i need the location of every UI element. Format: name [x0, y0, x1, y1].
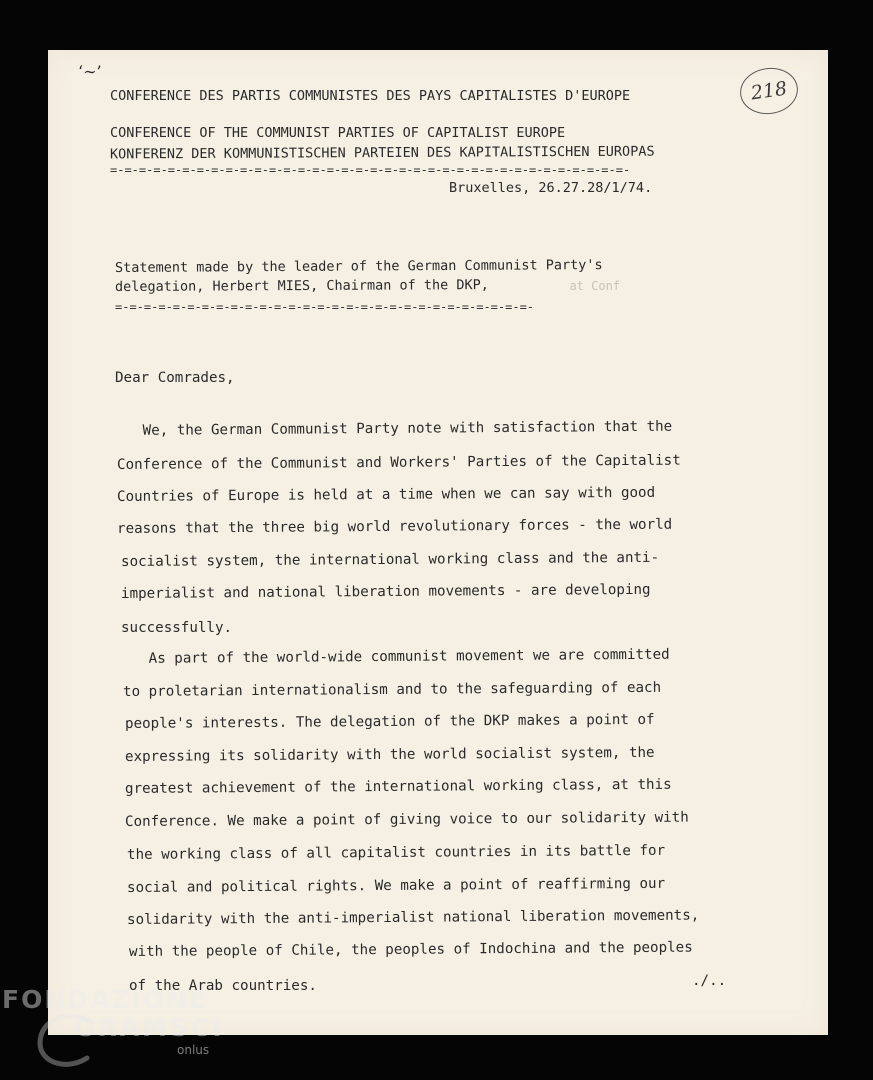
- body-line: Conference of the Communist and Workers' Parties of the Capitalist: [116, 452, 681, 473]
- header-rule: =-=-=-=-=-=-=-=-=-=-=-=-=-=-=-=-=-=-=-=-=-=-=-=-=-=-=-=-=-=-=-=-=-=-=-=-: [110, 163, 631, 177]
- body-line: the working class of all capitalist countries in its battle for: [126, 842, 666, 863]
- watermark-line-1: FONDAZIONE: [2, 985, 209, 1014]
- body-line: social and political rights. We make a point of reaffirming our: [126, 875, 666, 896]
- body-line: imperialist and national liberation movements - are developing: [120, 581, 651, 602]
- pencil-mark-icon: ‘∼’: [78, 62, 102, 81]
- statement-line-1: Statement made by the leader of the German Communist Party's: [114, 257, 603, 276]
- header-title-fr: CONFERENCE DES PARTIS COMMUNISTES DES PAYS CAPITALISTES D'EUROPE: [110, 88, 631, 104]
- statement-faded-tail: at Conf: [555, 279, 621, 293]
- body-line: As part of the world-wide communist movement we are committed: [122, 646, 670, 667]
- statement-line-2: delegation, Herbert MIES, Chairman of the DKP,: [114, 277, 489, 295]
- body-line: reasons that the three big world revolutionary forces - the world: [116, 516, 673, 537]
- place-date: Bruxelles, 26.27.28/1/74.: [449, 180, 653, 196]
- body-line: to proletarian internationalism and to the safeguarding of each: [122, 679, 662, 700]
- body-line: with the people of Chile, the peoples of Indochina and the peoples: [128, 939, 693, 960]
- body-line: of the Arab countries.: [129, 978, 317, 994]
- body-line: Countries of Europe is held at a time when we can say with good: [116, 484, 656, 505]
- body-line: socialist system, the international working class and the anti-: [120, 549, 660, 570]
- body-line: Conference. We make a point of giving voice to our solidarity with: [124, 809, 689, 830]
- archive-number-stamp: 218: [737, 64, 801, 118]
- continuation-mark: ./..: [692, 973, 727, 989]
- body-line: expressing its solidarity with the world socialist system, the: [124, 744, 655, 765]
- watermark-suffix: onlus: [177, 1043, 210, 1057]
- body-line: We, the German Communist Party note with satisfaction that the: [116, 418, 673, 439]
- body-line: solidarity with the anti-imperialist national liberation movements,: [126, 907, 700, 928]
- body-line: successfully.: [121, 620, 233, 636]
- header-title-de: KONFERENZ DER KOMMUNISTISCHEN PARTEIEN DES KAPITALISTISCHEN EUROPAS: [109, 143, 655, 163]
- body-line: greatest achievement of the international working class, at this: [124, 776, 672, 797]
- watermark-line-2: GRAMSCI: [74, 1013, 225, 1042]
- statement-rule: =-=-=-=-=-=-=-=-=-=-=-=-=-=-=-=-=-=-=-=-=-=-=-=-=-=-=-=-=-: [115, 300, 535, 314]
- header-title-en: CONFERENCE OF THE COMMUNIST PARTIES OF CAPITALIST EUROPE: [110, 125, 566, 141]
- salutation: Dear Comrades,: [115, 370, 235, 386]
- body-line: people's interests. The delegation of the DKP makes a point of: [124, 711, 655, 732]
- archive-watermark: [2, 985, 225, 1075]
